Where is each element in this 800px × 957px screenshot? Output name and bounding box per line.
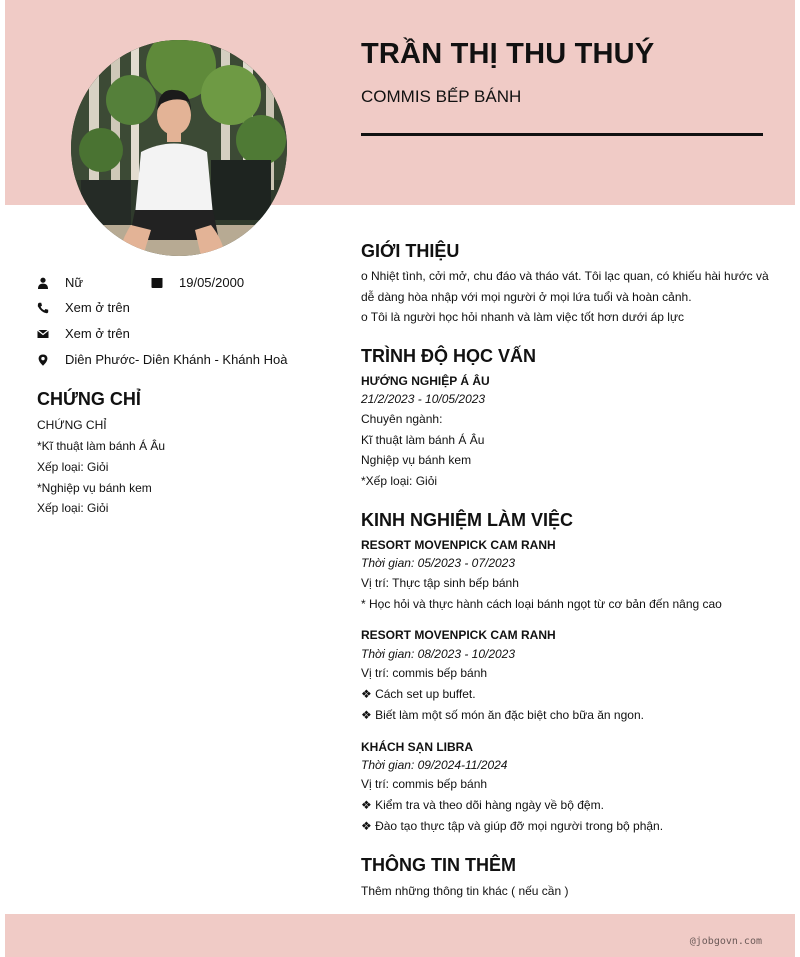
watermark-text: @jobgovn.com: [689, 936, 762, 947]
job-period: Thời gian: 08/2023 - 10/2023: [361, 647, 516, 661]
certificate-line: *Kĩ thuật làm bánh Á Âu: [37, 439, 166, 453]
envelope-icon: [36, 327, 50, 341]
education-heading: TRÌNH ĐỘ HỌC VẤN: [361, 346, 536, 366]
certificate-line: Xếp loại: Giỏi: [37, 460, 109, 474]
address-row: [36, 352, 287, 367]
job-line: * Học hỏi và thực hành cách loại bánh ngọt từ cơ bản đến nâng cao: [361, 597, 722, 611]
job-company: RESORT MOVENPICK CAM RANH: [361, 538, 556, 552]
candidate-name: TRẦN THỊ THU THUÝ: [361, 38, 655, 70]
certificate-line: *Nghiệp vụ bánh kem: [37, 481, 152, 495]
education-line: Nghiệp vụ bánh kem: [361, 453, 472, 467]
education-school: HƯỚNG NGHIỆP Á ÂU: [361, 374, 490, 388]
job-line: ❖ Cách set up buffet.: [361, 687, 476, 701]
phone-row: [36, 300, 130, 315]
job-line: ❖ Kiểm tra và theo dõi hàng ngày về bộ đệm.: [361, 798, 604, 812]
extra-text: Thêm những thông tin khác ( nếu cần ): [361, 884, 569, 898]
job-line: ❖ Biết làm một số món ăn đặc biệt cho bữa ăn ngon.: [361, 708, 644, 722]
certificate-line: CHỨNG CHỈ: [37, 418, 107, 432]
education-period: 21/2/2023 - 10/05/2023: [361, 392, 486, 406]
experience-heading: KINH NGHIỆM LÀM VIỆC: [361, 510, 574, 530]
education-line: Chuyên ngành:: [361, 412, 443, 426]
certificate-line: Xếp loại: Giỏi: [37, 501, 109, 515]
job-line: Vị trí: commis bếp bánh: [361, 666, 488, 680]
birthday-row: [150, 275, 244, 290]
profile-photo-illustration: [71, 40, 287, 256]
location-pin-icon: [36, 353, 50, 367]
intro-line: dễ dàng hòa nhập với mọi người ở mọi lứa tuổi và hoàn cảnh.: [361, 290, 692, 304]
footer-band: [5, 914, 795, 957]
address-value: Diên Phước- Diên Khánh - Khánh Hoà: [65, 352, 288, 367]
profile-photo: [71, 40, 287, 256]
education-line: Kĩ thuật làm bánh Á Âu: [361, 433, 485, 447]
email-row: [36, 326, 130, 341]
certificates-heading: CHỨNG CHỈ: [37, 389, 141, 409]
job-company: RESORT MOVENPICK CAM RANH: [361, 628, 556, 642]
extra-heading: THÔNG TIN THÊM: [361, 855, 516, 875]
job-company: KHÁCH SẠN LIBRA: [361, 740, 473, 754]
job-line: ❖ Đào tạo thực tập và giúp đỡ mọi người trong bộ phận.: [361, 819, 664, 833]
gender-row: [36, 275, 83, 290]
gender-value: Nữ: [65, 275, 84, 290]
phone-icon: [36, 301, 50, 315]
calendar-icon: [150, 276, 164, 290]
job-line: Vị trí: Thực tập sinh bếp bánh: [361, 576, 519, 590]
candidate-job-title: COMMIS BẾP BÁNH: [361, 87, 522, 106]
intro-line: o Tôi là người học hỏi nhanh và làm việc tốt hơn dưới áp lực: [361, 310, 684, 324]
birthday-value: 19/05/2000: [179, 275, 245, 290]
education-line: *Xếp loại: Giỏi: [361, 474, 438, 488]
job-period: Thời gian: 09/2024-11/2024: [361, 758, 508, 772]
phone-value: Xem ở trên: [65, 300, 130, 315]
job-line: Vị trí: commis bếp bánh: [361, 777, 488, 791]
email-value: Xem ở trên: [65, 326, 130, 341]
title-divider: [361, 133, 763, 136]
user-icon: [36, 276, 50, 290]
job-period: Thời gian: 05/2023 - 07/2023: [361, 556, 516, 570]
intro-line: o Nhiệt tình, cởi mở, chu đáo và tháo vát. Tôi lạc quan, có khiếu hài hước và: [361, 269, 769, 283]
intro-heading: GIỚI THIỆU: [361, 241, 460, 261]
